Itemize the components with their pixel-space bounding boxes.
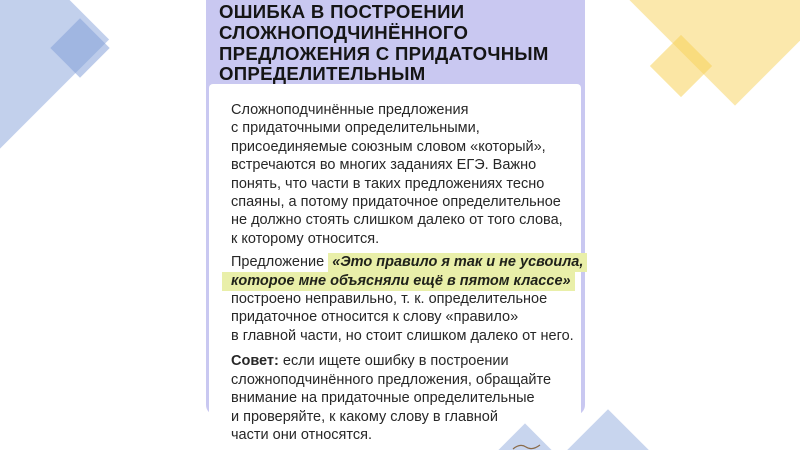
text-line: спаяны, а потому придаточное определительное [231,194,561,211]
text-line: встречаются во многих заданиях ЕГЭ. Важно [231,157,537,174]
tip-paragraph [231,352,563,444]
highlighted-quote-line2: которое мне объясняли ещё в пятом классе» [222,272,575,291]
highlighted-quote-line1: «Это правило я так и не усвоила, [328,253,587,272]
tip-intro: если ищете ошибку в построении [278,353,509,370]
text-line: части они относятся. [231,426,373,443]
text-line [231,272,571,290]
slide-title [219,2,549,85]
text-line: понять, что части в таких предложениях тесно [231,175,545,192]
text-line: сложноподчинённого предложения, обращайте [231,371,552,388]
text-line: построено неправильно, т. к. определительное [231,291,548,308]
text-line: и проверяйте, к какому слову в главной [231,408,498,425]
text-line: в главной части, но стоит слишком далеко от него. [231,327,574,344]
title-line: ПРЕДЛОЖЕНИЯ С ПРИДАТОЧНЫМ [219,42,549,64]
text-line: присоединяемые союзным словом «который», [231,138,546,155]
text-line [231,352,563,370]
sketch-decoration [512,441,542,450]
content-card [209,84,584,445]
title-line: СЛОЖНОПОДЧИНЁННОГО [219,21,469,43]
title-line: ОШИБКА В ПОСТРОЕНИИ [219,1,465,22]
text-line: внимание на придаточные определительные [231,390,535,407]
text-line: Сложноподчинённые предложения [231,102,469,118]
example-paragraph [231,253,584,345]
text-line: не должно стоять слишком далеко от того слова, [231,212,563,229]
text-line: придаточное относится к слову «правило» [231,309,519,326]
tip-label: Совет: [231,353,279,370]
explanation-paragraph [231,101,563,248]
diamond-decoration-top-left-large [0,0,109,149]
title-line: ОПРЕДЕЛИТЕЛЬНЫМ [219,63,426,85]
text-line: с придаточными определительными, [231,120,480,137]
example-intro: Предложение [231,254,329,271]
text-line: к которому относится. [231,230,380,247]
text-line [231,253,584,271]
